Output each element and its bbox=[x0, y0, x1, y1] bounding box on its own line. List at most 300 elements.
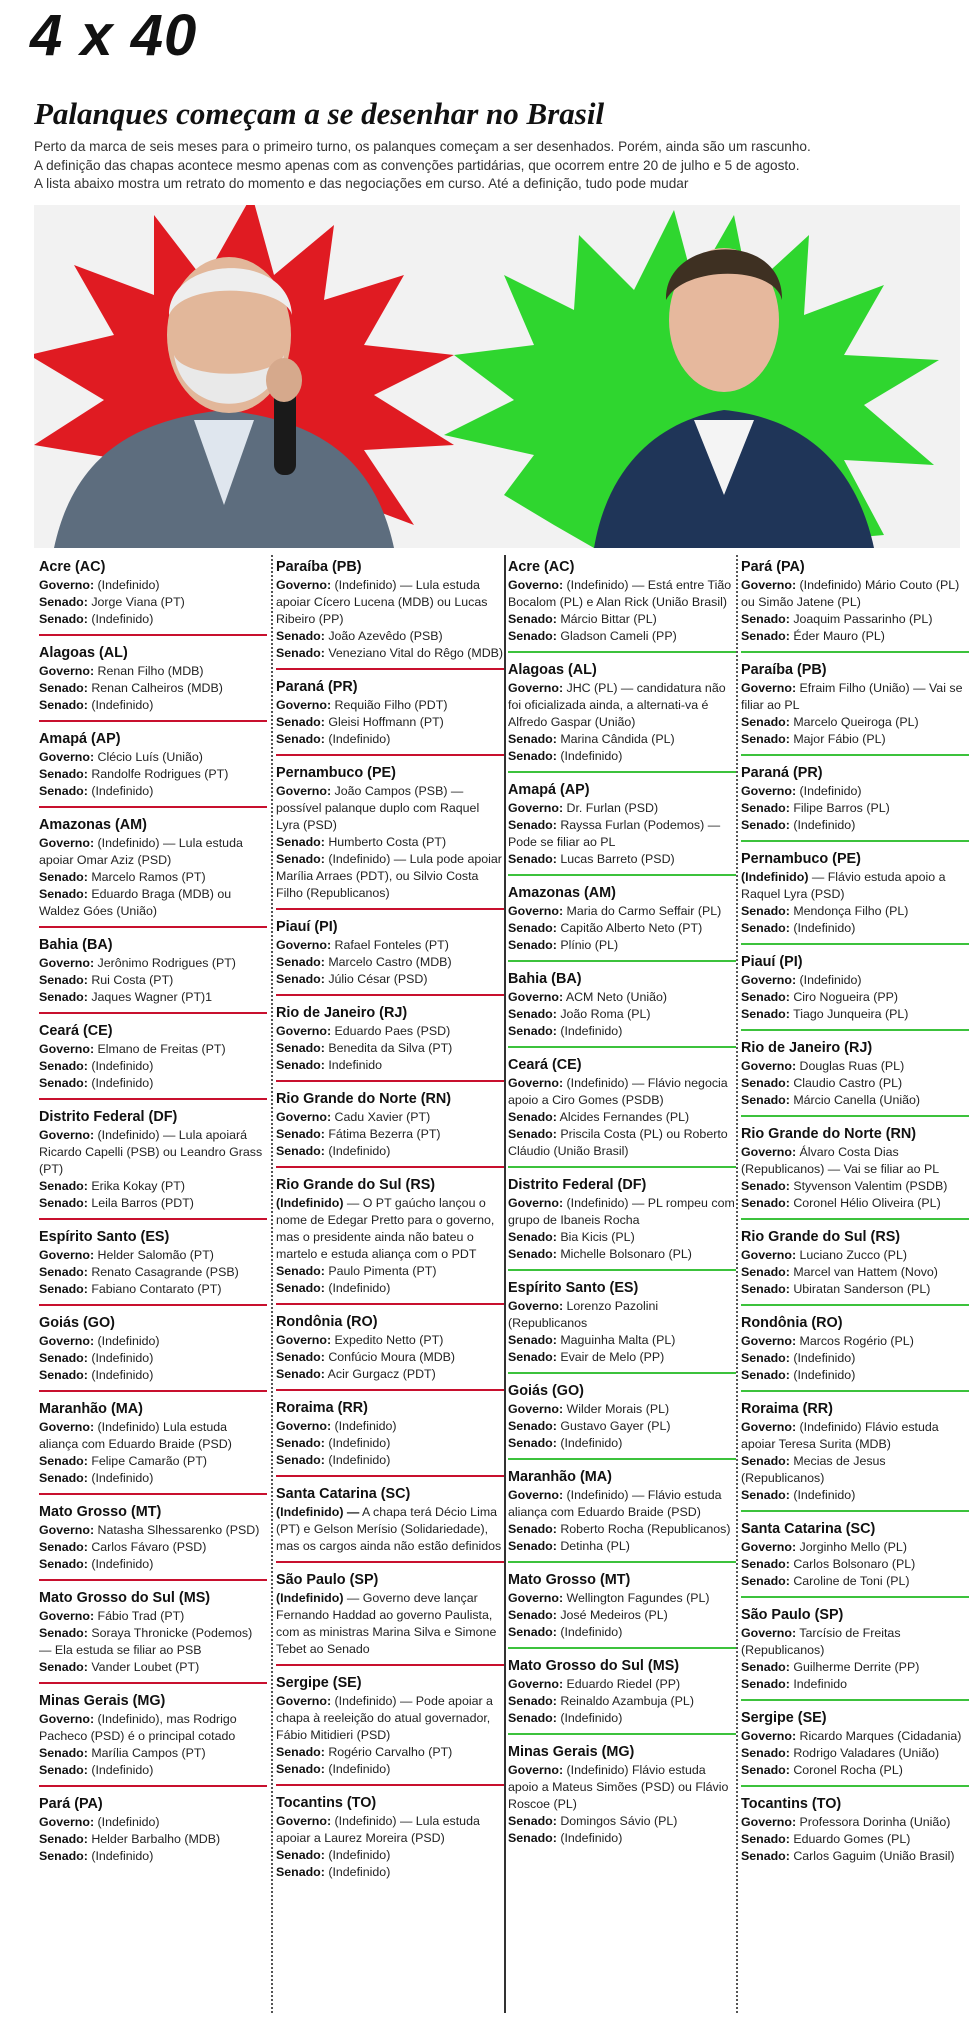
lula-column-2 bbox=[276, 555, 504, 2015]
state-line bbox=[39, 1814, 267, 1831]
state-line bbox=[39, 1556, 267, 1573]
line-label: Senado: bbox=[741, 1282, 790, 1296]
line-value: (Indefinido) bbox=[556, 1024, 623, 1038]
line-label: Governo: bbox=[39, 1609, 95, 1623]
state-name: Tocantins (TO) bbox=[276, 1795, 377, 1811]
state-line bbox=[39, 766, 267, 783]
line-label: Governo: bbox=[276, 1814, 332, 1828]
line-label: Senado: bbox=[741, 1832, 790, 1846]
lula-column-1 bbox=[39, 555, 267, 2015]
line-value: (Indefinido) bbox=[87, 784, 154, 798]
line-value: Evair de Melo (PP) bbox=[556, 1350, 665, 1364]
state-line bbox=[276, 783, 504, 834]
state-line bbox=[39, 989, 267, 1006]
states-grid bbox=[30, 555, 970, 2015]
state-line bbox=[508, 1401, 736, 1418]
line-label: Senado: bbox=[741, 1574, 790, 1588]
line-label: Senado: bbox=[741, 1677, 790, 1691]
candidates-photo bbox=[34, 205, 960, 548]
line-value: (Indefinido) bbox=[324, 1281, 391, 1295]
line-label: Governo: bbox=[39, 1248, 95, 1262]
candidates-illustration bbox=[34, 205, 960, 548]
line-value: ACM Neto (União) bbox=[563, 990, 668, 1004]
state-name: Piauí (PI) bbox=[741, 954, 803, 970]
line-value: Rodrigo Valadares (União) bbox=[789, 1746, 940, 1760]
state-name: Paraná (PR) bbox=[276, 679, 358, 695]
line-label: Senado: bbox=[508, 629, 557, 643]
state-name: Tocantins (TO) bbox=[741, 1796, 842, 1812]
line-value: (Indefinido) — Lula pode apoiar Marília Arraes (PDT), ou Silvio Costa Filho (Republicanos) bbox=[276, 852, 502, 900]
intro-line: A definição das chapas acontece mesmo apenas com as convenções partidárias, que ocorrem entre 20 de julho e 5 de agosto. bbox=[34, 157, 800, 173]
state-name: Mato Grosso do Sul (MS) bbox=[39, 1590, 211, 1606]
state-block bbox=[508, 1740, 736, 1853]
state-block bbox=[741, 761, 969, 842]
state-line bbox=[39, 1041, 267, 1058]
line-label: Governo: bbox=[276, 578, 332, 592]
line-value: Éder Mauro (PL) bbox=[789, 629, 885, 643]
line-value: (Indefinido) bbox=[556, 749, 623, 763]
line-label: Senado: bbox=[508, 1522, 557, 1536]
state-line bbox=[276, 1813, 504, 1847]
state-line bbox=[741, 1075, 969, 1092]
line-label: Governo: bbox=[39, 1523, 95, 1537]
line-value: — Governo deve lançar Fernando Haddad ao governo Paulista, com as ministras Marina Silva e Simone Tebet ao Senado bbox=[276, 1591, 497, 1656]
line-label: Senado: bbox=[741, 1557, 790, 1571]
state-block bbox=[508, 1465, 736, 1563]
line-label: Senado: bbox=[276, 1281, 325, 1295]
state-line bbox=[508, 628, 736, 645]
line-label: Senado: bbox=[508, 1625, 557, 1639]
state-line bbox=[39, 835, 267, 869]
state-line bbox=[508, 903, 736, 920]
state-block bbox=[508, 881, 736, 962]
state-line bbox=[276, 1349, 504, 1366]
state-line bbox=[741, 1659, 969, 1676]
line-label: Senado: bbox=[508, 1831, 557, 1845]
line-label: Senado: bbox=[39, 973, 88, 987]
line-value: (Indefinido) bbox=[789, 818, 856, 832]
line-label: Senado: bbox=[39, 1368, 88, 1382]
state-line bbox=[741, 920, 969, 937]
state-line bbox=[39, 663, 267, 680]
state-name: Amapá (AP) bbox=[39, 731, 121, 747]
line-label: Senado: bbox=[39, 595, 88, 609]
line-label: Senado: bbox=[39, 1076, 88, 1090]
line-label: Senado: bbox=[39, 1179, 88, 1193]
state-block bbox=[39, 1792, 267, 1871]
line-value: Plínio (PL) bbox=[556, 938, 619, 952]
line-value: Michelle Bolsonaro (PL) bbox=[556, 1247, 692, 1261]
state-name: Rio Grande do Norte (RN) bbox=[276, 1091, 452, 1107]
state-block bbox=[276, 761, 504, 910]
line-label: Senado: bbox=[508, 1024, 557, 1038]
state-line bbox=[39, 1608, 267, 1625]
line-label: Senado: bbox=[508, 749, 557, 763]
state-line bbox=[508, 1487, 736, 1521]
line-label: Senado: bbox=[741, 921, 790, 935]
state-block bbox=[39, 1586, 267, 1684]
state-line bbox=[39, 886, 267, 920]
line-label: Senado: bbox=[508, 938, 557, 952]
state-block bbox=[39, 727, 267, 808]
state-line bbox=[741, 783, 969, 800]
line-label: Senado: bbox=[276, 629, 325, 643]
line-value: Marcelo Ramos (PT) bbox=[87, 870, 206, 884]
line-label: Governo: bbox=[39, 1128, 95, 1142]
line-value: (Indefinido) bbox=[556, 1625, 623, 1639]
line-value: Renan Filho (MDB) bbox=[94, 664, 204, 678]
line-value: Humberto Costa (PT) bbox=[324, 835, 447, 849]
line-label: Senado: bbox=[508, 852, 557, 866]
state-line bbox=[508, 1676, 736, 1693]
state-line bbox=[276, 1023, 504, 1040]
line-label: Governo: bbox=[276, 1110, 332, 1124]
line-label: Senado: bbox=[39, 1763, 88, 1777]
line-label: Senado: bbox=[508, 1608, 557, 1622]
state-line bbox=[741, 1676, 969, 1693]
line-label: Senado: bbox=[39, 870, 88, 884]
state-block bbox=[741, 555, 969, 653]
line-value: Filipe Barros (PL) bbox=[789, 801, 890, 815]
state-line bbox=[741, 1281, 969, 1298]
line-label: Senado: bbox=[276, 852, 325, 866]
state-line bbox=[508, 748, 736, 765]
state-line bbox=[276, 1452, 504, 1469]
line-label: Senado: bbox=[741, 990, 790, 1004]
state-line bbox=[741, 1247, 969, 1264]
state-line bbox=[741, 1831, 969, 1848]
line-value: (Indefinido) bbox=[796, 784, 862, 798]
state-line bbox=[508, 1229, 736, 1246]
state-block bbox=[39, 813, 267, 928]
state-name: Acre (AC) bbox=[508, 559, 575, 575]
state-line bbox=[741, 731, 969, 748]
line-value: (Indefinido) — Lula estuda apoiar a Laurez Moreira (PSD) bbox=[276, 1814, 480, 1845]
state-line bbox=[741, 869, 969, 903]
line-value: Helder Salomão (PT) bbox=[94, 1248, 214, 1262]
line-value: Eduardo Gomes (PL) bbox=[789, 1832, 911, 1846]
state-name: Roraima (RR) bbox=[741, 1401, 833, 1417]
state-block bbox=[741, 1311, 969, 1392]
state-line bbox=[276, 714, 504, 731]
line-label: Governo: bbox=[276, 1333, 332, 1347]
line-value: Gladson Cameli (PP) bbox=[556, 629, 677, 643]
line-value: (Indefinido) bbox=[87, 1849, 154, 1863]
flavio-column-1 bbox=[508, 555, 736, 2015]
state-line bbox=[276, 1864, 504, 1881]
line-value: Álvaro Costa Dias (Republicanos) — Vai se filiar ao PL bbox=[741, 1145, 940, 1176]
state-line bbox=[276, 937, 504, 954]
line-value: (Indefinido) Flávio estuda apoio a Mateus Simões (PSD) ou Flávio Roscoe (PL) bbox=[508, 1763, 729, 1811]
state-line bbox=[508, 1538, 736, 1555]
line-value: Joaquim Passarinho (PL) bbox=[789, 612, 933, 626]
line-label: Senado: bbox=[39, 1454, 88, 1468]
state-name: Mato Grosso do Sul (MS) bbox=[508, 1658, 680, 1674]
line-value: (Indefinido) bbox=[324, 1144, 391, 1158]
line-value: Soraya Thronicke (Podemos) — Ela estuda se filiar ao PSB bbox=[39, 1626, 253, 1657]
line-value: Jaques Wagner (PT)1 bbox=[87, 990, 213, 1004]
line-value: (Indefinido) bbox=[789, 1368, 856, 1382]
state-line bbox=[39, 1195, 267, 1212]
line-value: Alcides Fernandes (PL) bbox=[556, 1110, 690, 1124]
state-name: Acre (AC) bbox=[39, 559, 106, 575]
line-value: Carlos Bolsonaro (PL) bbox=[789, 1557, 916, 1571]
state-block bbox=[508, 658, 736, 773]
page-title: 4 x 40 bbox=[30, 3, 198, 68]
state-name: Santa Catarina (SC) bbox=[741, 1521, 876, 1537]
state-line bbox=[741, 1453, 969, 1487]
state-line bbox=[276, 577, 504, 628]
line-label: Senado: bbox=[39, 990, 88, 1004]
line-label: Senado: bbox=[741, 715, 790, 729]
line-value: Paulo Pimenta (PT) bbox=[324, 1264, 437, 1278]
line-label: Senado: bbox=[741, 1196, 790, 1210]
line-label: Senado: bbox=[508, 1694, 557, 1708]
state-line bbox=[741, 1333, 969, 1350]
state-block bbox=[276, 1671, 504, 1786]
line-value: (Indefinido) — Lula apoiará Ricardo Capelli (PSB) ou Leandro Grass (PT) bbox=[39, 1128, 263, 1176]
column-divider-solid bbox=[504, 555, 506, 2013]
state-block bbox=[276, 1087, 504, 1168]
line-label: Senado: bbox=[741, 612, 790, 626]
line-label: Senado: bbox=[741, 1265, 790, 1279]
state-line bbox=[508, 1332, 736, 1349]
line-label: Senado: bbox=[276, 1041, 325, 1055]
line-value: JHC (PL) — candidatura não foi oficializada ainda, a alternati-va é Alfredo Gaspar (União) bbox=[508, 681, 726, 729]
state-name: São Paulo (SP) bbox=[741, 1607, 844, 1623]
line-value: (Indefinido) bbox=[324, 1453, 391, 1467]
line-value: Marcel van Hattem (Novo) bbox=[789, 1265, 938, 1279]
intro-line: A lista abaixo mostra um retrato do momento e das negociações em curso. Até a definição, tudo pode mudar bbox=[34, 176, 689, 191]
line-value: — Flávio estuda apoio a Raquel Lyra (PSD) bbox=[741, 870, 946, 901]
line-label: Senado: bbox=[276, 1436, 325, 1450]
line-label: Senado: bbox=[39, 1746, 88, 1760]
line-value: Professora Dorinha (União) bbox=[796, 1815, 951, 1829]
line-value: Ciro Nogueira (PP) bbox=[789, 990, 899, 1004]
line-value: Lucas Barreto (PSD) bbox=[556, 852, 675, 866]
line-value: Claudio Castro (PL) bbox=[789, 1076, 903, 1090]
state-line bbox=[508, 1126, 736, 1160]
state-name: Amazonas (AM) bbox=[39, 817, 147, 833]
state-block bbox=[276, 915, 504, 996]
line-value: Indefinido bbox=[789, 1677, 848, 1691]
line-label: Governo: bbox=[741, 1145, 797, 1159]
line-value: Maguinha Malta (PL) bbox=[556, 1333, 676, 1347]
state-line bbox=[39, 955, 267, 972]
line-value: (Indefinido) bbox=[94, 1815, 160, 1829]
line-label: Senado: bbox=[508, 732, 557, 746]
state-name: Rio de Janeiro (RJ) bbox=[741, 1040, 873, 1056]
state-line bbox=[741, 989, 969, 1006]
line-label: Senado: bbox=[276, 1350, 325, 1364]
state-line bbox=[741, 680, 969, 714]
state-line bbox=[741, 1625, 969, 1659]
line-value: Márcio Bittar (PL) bbox=[556, 612, 657, 626]
state-line bbox=[508, 1298, 736, 1332]
line-value: Expedito Netto (PT) bbox=[331, 1333, 444, 1347]
state-block bbox=[39, 1397, 267, 1495]
state-block bbox=[741, 658, 969, 756]
line-value: Gleisi Hoffmann (PT) bbox=[324, 715, 444, 729]
line-value: Styvenson Valentim (PSDB) bbox=[789, 1179, 948, 1193]
state-line bbox=[39, 577, 267, 594]
line-value: Márcio Canella (União) bbox=[789, 1093, 921, 1107]
state-line bbox=[39, 1350, 267, 1367]
state-name: Minas Gerais (MG) bbox=[39, 1693, 166, 1709]
line-value: Wilder Morais (PL) bbox=[563, 1402, 670, 1416]
state-line bbox=[39, 1075, 267, 1092]
line-label: Governo: bbox=[508, 578, 564, 592]
line-label: Senado: bbox=[741, 1454, 790, 1468]
state-line bbox=[39, 1264, 267, 1281]
line-label: Governo: bbox=[508, 681, 564, 695]
state-block bbox=[276, 1310, 504, 1391]
line-label: Senado: bbox=[508, 1436, 557, 1450]
line-label: Senado: bbox=[276, 835, 325, 849]
line-label: Senado: bbox=[508, 1247, 557, 1261]
state-block bbox=[741, 1603, 969, 1701]
state-name: Paraíba (PB) bbox=[276, 559, 362, 575]
state-line bbox=[508, 577, 736, 611]
line-value: Bia Kicis (PL) bbox=[556, 1230, 635, 1244]
state-line bbox=[741, 903, 969, 920]
state-block bbox=[39, 555, 267, 636]
line-label: Governo: bbox=[276, 938, 332, 952]
line-label: Governo: bbox=[39, 1420, 95, 1434]
line-value: (Indefinido) — Lula estuda apoiar Cícero Lucena (MDB) ou Lucas Ribeiro (PP) bbox=[276, 578, 488, 626]
line-value: (Indefinido) bbox=[94, 578, 160, 592]
line-label: Governo: bbox=[508, 1196, 564, 1210]
line-value: Fátima Bezerra (PT) bbox=[324, 1127, 441, 1141]
line-label: Senado: bbox=[276, 715, 325, 729]
line-label: Senado: bbox=[508, 1127, 557, 1141]
state-block bbox=[741, 1122, 969, 1220]
state-name: Pernambuco (PE) bbox=[276, 765, 396, 781]
line-value: Douglas Ruas (PL) bbox=[796, 1059, 905, 1073]
line-value: (Indefinido) bbox=[324, 1762, 391, 1776]
state-block bbox=[508, 1276, 736, 1374]
state-block bbox=[276, 1001, 504, 1082]
state-line bbox=[39, 783, 267, 800]
line-value: (Indefinido) bbox=[87, 698, 154, 712]
line-value: Mendonça Filho (PL) bbox=[789, 904, 909, 918]
line-label: Senado: bbox=[39, 1660, 88, 1674]
line-label: Governo: bbox=[39, 578, 95, 592]
line-value: Natasha Slhessarenko (PSD) bbox=[94, 1523, 260, 1537]
state-line bbox=[276, 1126, 504, 1143]
state-line bbox=[741, 1195, 969, 1212]
line-label: Governo: bbox=[741, 681, 797, 695]
line-label: Senado: bbox=[39, 767, 88, 781]
line-label: Senado: bbox=[741, 904, 790, 918]
line-label: (Indefinido) bbox=[276, 1196, 344, 1210]
line-label: Governo: bbox=[741, 784, 797, 798]
line-label: Senado: bbox=[276, 955, 325, 969]
state-name: Mato Grosso (MT) bbox=[39, 1504, 162, 1520]
line-label: Senado: bbox=[508, 1814, 557, 1828]
line-label: Senado: bbox=[741, 1007, 790, 1021]
state-line bbox=[276, 1761, 504, 1778]
line-value: (Indefinido) — Lula estuda apoiar Omar Aziz (PSD) bbox=[39, 836, 243, 867]
line-label: Senado: bbox=[39, 1265, 88, 1279]
state-block bbox=[741, 1397, 969, 1512]
line-value: Luciano Zucco (PL) bbox=[796, 1248, 907, 1262]
state-block bbox=[508, 1053, 736, 1168]
line-value: Eduardo Braga (MDB) ou Waldez Góes (União) bbox=[39, 887, 232, 918]
state-name: Sergipe (SE) bbox=[276, 1675, 362, 1691]
line-label: Senado: bbox=[39, 681, 88, 695]
state-line bbox=[39, 1058, 267, 1075]
line-value: (Indefinido) bbox=[87, 1471, 154, 1485]
line-label: Senado: bbox=[741, 1368, 790, 1382]
line-label: Senado: bbox=[741, 629, 790, 643]
state-block bbox=[741, 950, 969, 1031]
line-value: Lorenzo Pazolini (Republicanos bbox=[508, 1299, 659, 1330]
line-value: Veneziano Vital do Rêgo (MDB) bbox=[324, 646, 504, 660]
state-line bbox=[508, 1762, 736, 1813]
line-label: Senado: bbox=[508, 612, 557, 626]
state-line bbox=[741, 1487, 969, 1504]
state-line bbox=[741, 611, 969, 628]
line-value: Vander Loubet (PT) bbox=[87, 1660, 200, 1674]
line-value: Fábio Trad (PT) bbox=[94, 1609, 185, 1623]
state-line bbox=[508, 1109, 736, 1126]
state-line bbox=[508, 920, 736, 937]
state-name: Rondônia (RO) bbox=[276, 1314, 378, 1330]
line-value: Ricardo Marques (Cidadania) bbox=[796, 1729, 962, 1743]
line-label: Governo: bbox=[276, 1694, 332, 1708]
line-value: Capitão Alberto Neto (PT) bbox=[556, 921, 703, 935]
state-block bbox=[508, 967, 736, 1048]
state-line bbox=[39, 697, 267, 714]
line-label: Governo: bbox=[741, 1729, 797, 1743]
line-value: Carlos Fávaro (PSD) bbox=[87, 1540, 207, 1554]
state-line bbox=[276, 1847, 504, 1864]
state-line bbox=[741, 1556, 969, 1573]
line-value: Tarcísio de Freitas (Republicanos) bbox=[741, 1626, 901, 1657]
line-value: Coronel Rocha (PL) bbox=[789, 1763, 903, 1777]
line-value: Dr. Furlan (PSD) bbox=[563, 801, 659, 815]
state-line bbox=[39, 1247, 267, 1264]
line-label: Senado: bbox=[741, 801, 790, 815]
line-label: Senado: bbox=[508, 1230, 557, 1244]
state-block bbox=[39, 1311, 267, 1392]
intro-text bbox=[34, 138, 964, 194]
line-label: Governo: bbox=[508, 1076, 564, 1090]
state-line bbox=[741, 1264, 969, 1281]
state-name: Ceará (CE) bbox=[508, 1057, 582, 1073]
state-name: Distrito Federal (DF) bbox=[39, 1109, 178, 1125]
line-label: Governo: bbox=[508, 990, 564, 1004]
line-label: Governo: bbox=[39, 956, 95, 970]
line-value: (Indefinido) bbox=[556, 1831, 623, 1845]
state-line bbox=[741, 714, 969, 731]
line-label: Senado: bbox=[741, 818, 790, 832]
line-label: Governo: bbox=[508, 1402, 564, 1416]
state-line bbox=[508, 937, 736, 954]
line-label: Senado: bbox=[508, 1419, 557, 1433]
state-name: Santa Catarina (SC) bbox=[276, 1486, 411, 1502]
state-block bbox=[508, 1654, 736, 1735]
line-label: Governo: bbox=[508, 1677, 564, 1691]
line-value: Erika Kokay (PT) bbox=[87, 1179, 185, 1193]
state-line bbox=[39, 1659, 267, 1676]
state-block bbox=[39, 1500, 267, 1581]
state-name: Bahia (BA) bbox=[508, 971, 582, 987]
state-line bbox=[741, 1367, 969, 1384]
state-name: Amapá (AP) bbox=[508, 782, 590, 798]
line-value: Marina Cândida (PL) bbox=[556, 732, 675, 746]
